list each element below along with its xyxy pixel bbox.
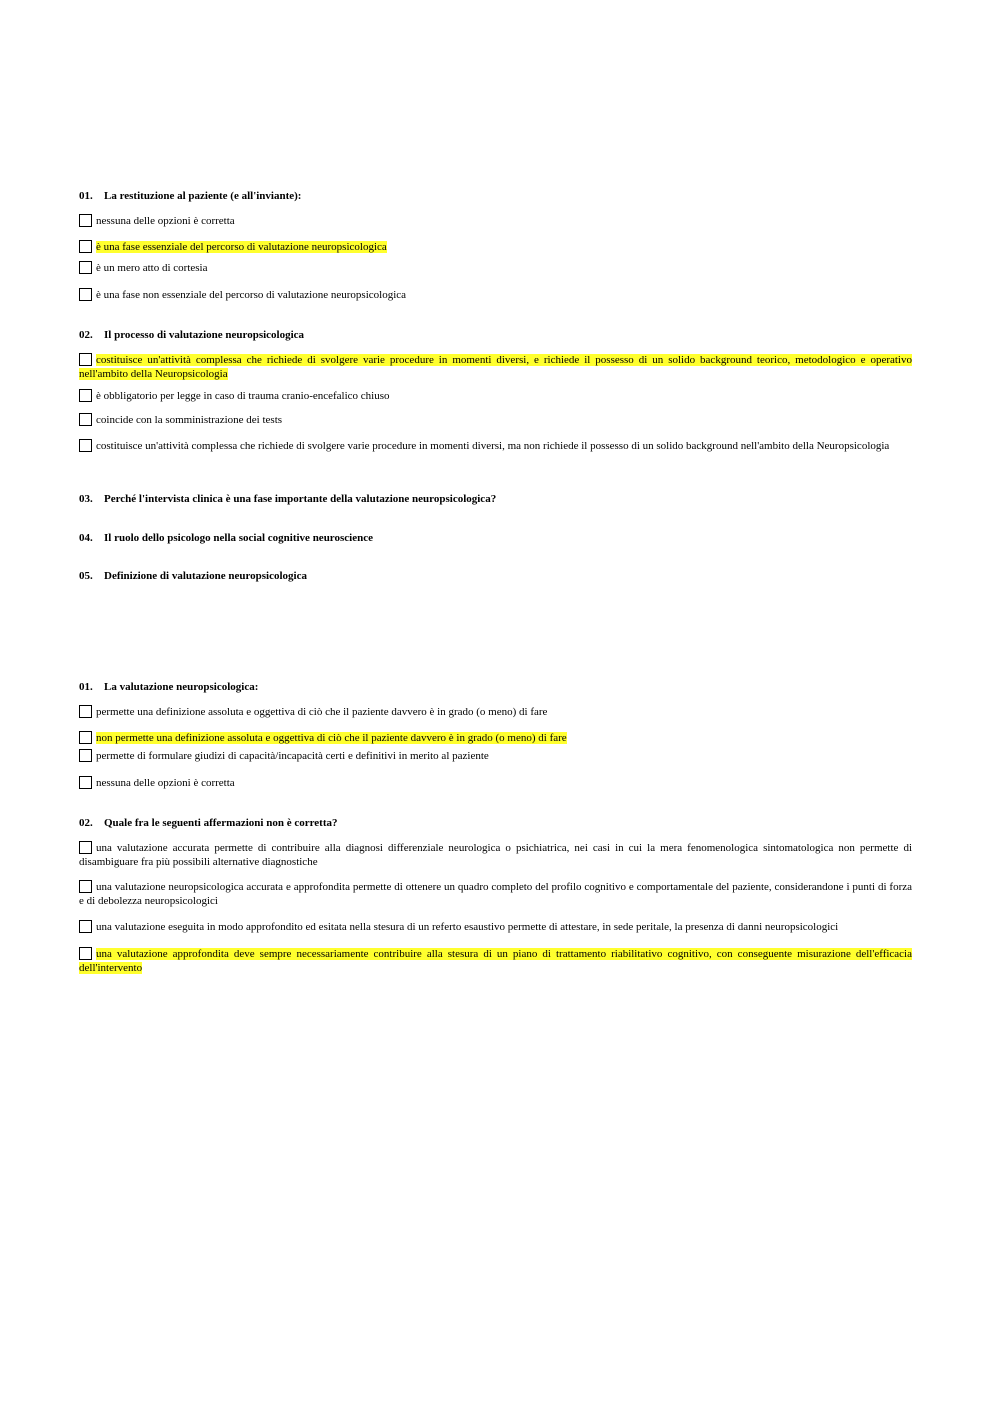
option-text-highlighted: è una fase essenziale del percorso di valutazione neuropsicologica xyxy=(96,241,387,253)
question-text: Il processo di valutazione neuropsicologica xyxy=(104,329,305,341)
question-1-5 xyxy=(79,569,307,583)
option-2-1-a[interactable] xyxy=(79,705,912,719)
question-1-1 xyxy=(79,189,301,203)
question-1-4 xyxy=(79,531,373,545)
checkbox[interactable] xyxy=(79,920,92,933)
question-text: Perché l'intervista clinica è una fase importante della valutazione neuropsicologica? xyxy=(104,493,497,505)
option-1-1-b[interactable] xyxy=(79,240,912,254)
option-text: coincide con la somministrazione dei tests xyxy=(96,414,283,426)
option-text: permette una definizione assoluta e oggettiva di ciò che il paziente davvero è in grado (o meno) di fare xyxy=(96,706,548,718)
option-1-2-b[interactable] xyxy=(79,389,912,403)
question-text: La restituzione al paziente (e all'inviante): xyxy=(104,190,302,202)
question-number: 04. xyxy=(79,532,93,544)
checkbox[interactable] xyxy=(79,439,92,452)
question-number: 01. xyxy=(79,190,93,202)
question-number: 05. xyxy=(79,570,93,582)
option-2-1-d[interactable] xyxy=(79,776,912,790)
option-text: è una fase non essenziale del percorso di valutazione neuropsicologica xyxy=(96,289,407,301)
option-text: permette di formulare giudizi di capacità/incapacità certi e definitivi in merito al paziente xyxy=(96,750,489,762)
option-text: una valutazione accurata permette di contribuire alla diagnosi differenziale neurologica o psichiatrica, nei casi in cui la mera fenomenologica sintomatologica non permette di disambiguare fra più possibili alternative diagnostiche xyxy=(79,842,912,868)
option-text: nessuna delle opzioni è corretta xyxy=(96,215,235,227)
option-1-1-c[interactable] xyxy=(79,261,912,275)
checkbox[interactable] xyxy=(79,240,92,253)
checkbox[interactable] xyxy=(79,353,92,366)
option-1-2-c[interactable] xyxy=(79,413,912,427)
checkbox[interactable] xyxy=(79,413,92,426)
question-text: Definizione di valutazione neuropsicologica xyxy=(104,570,307,582)
question-2-1 xyxy=(79,680,258,694)
checkbox[interactable] xyxy=(79,776,92,789)
checkbox[interactable] xyxy=(79,947,92,960)
question-text: Il ruolo dello psicologo nella social cognitive neuroscience xyxy=(104,532,373,544)
question-text: La valutazione neuropsicologica: xyxy=(104,681,259,693)
option-1-2-d[interactable] xyxy=(79,439,912,453)
question-number: 03. xyxy=(79,493,93,505)
option-2-2-a[interactable] xyxy=(79,841,912,869)
option-1-1-a[interactable] xyxy=(79,214,912,228)
checkbox[interactable] xyxy=(79,389,92,402)
option-2-2-b[interactable] xyxy=(79,880,912,908)
option-2-1-c[interactable] xyxy=(79,749,912,763)
question-1-2 xyxy=(79,328,304,342)
option-text-highlighted: non permette una definizione assoluta e oggettiva di ciò che il paziente davvero è in grado (o meno) di fare xyxy=(96,732,567,744)
checkbox[interactable] xyxy=(79,705,92,718)
question-number: 01. xyxy=(79,681,93,693)
option-2-2-c[interactable] xyxy=(79,920,912,934)
question-number: 02. xyxy=(79,329,93,341)
checkbox[interactable] xyxy=(79,841,92,854)
checkbox[interactable] xyxy=(79,880,92,893)
checkbox[interactable] xyxy=(79,288,92,301)
question-1-3 xyxy=(79,492,496,506)
option-text-highlighted: costituisce un'attività complessa che richiede di svolgere varie procedure in momenti diversi, e richiede il possesso di un solido background teorico, metodologico e operativo nell'ambito della Neuropsicologia xyxy=(79,354,912,380)
checkbox[interactable] xyxy=(79,261,92,274)
option-text: è obbligatorio per legge in caso di trauma cranio-encefalico chiuso xyxy=(96,390,390,402)
option-1-2-a[interactable] xyxy=(79,353,912,381)
option-text: costituisce un'attività complessa che richiede di svolgere varie procedure in momenti diversi, ma non richiede il possesso di un solido background nell'ambito della Neuropsicologia xyxy=(96,440,890,452)
option-2-1-b[interactable] xyxy=(79,731,912,745)
question-2-2 xyxy=(79,816,338,830)
option-text: nessuna delle opzioni è corretta xyxy=(96,777,235,789)
checkbox[interactable] xyxy=(79,749,92,762)
question-number: 02. xyxy=(79,817,93,829)
option-2-2-d[interactable] xyxy=(79,947,912,975)
option-text-highlighted: una valutazione approfondita deve sempre necessariamente contribuire alla stesura di un piano di trattamento riabilitativo cognitivo, con conseguente misurazione dell'efficacia dell'intervento xyxy=(79,948,912,974)
option-1-1-d[interactable] xyxy=(79,288,912,302)
option-text: una valutazione neuropsicologica accurata e approfondita permette di ottenere un quadro completo del profilo cognitivo e comportamentale del paziente, considerandone i punti di forza e di debolezza neuropsicologici xyxy=(79,881,912,907)
option-text: è un mero atto di cortesia xyxy=(96,262,208,274)
checkbox[interactable] xyxy=(79,731,92,744)
question-text: Quale fra le seguenti affermazioni non è corretta? xyxy=(104,817,338,829)
option-text: una valutazione eseguita in modo approfondito ed esitata nella stesura di un referto esaustivo permette di attestare, in sede peritale, la presenza di danni neuropsicologici xyxy=(96,921,839,933)
checkbox[interactable] xyxy=(79,214,92,227)
